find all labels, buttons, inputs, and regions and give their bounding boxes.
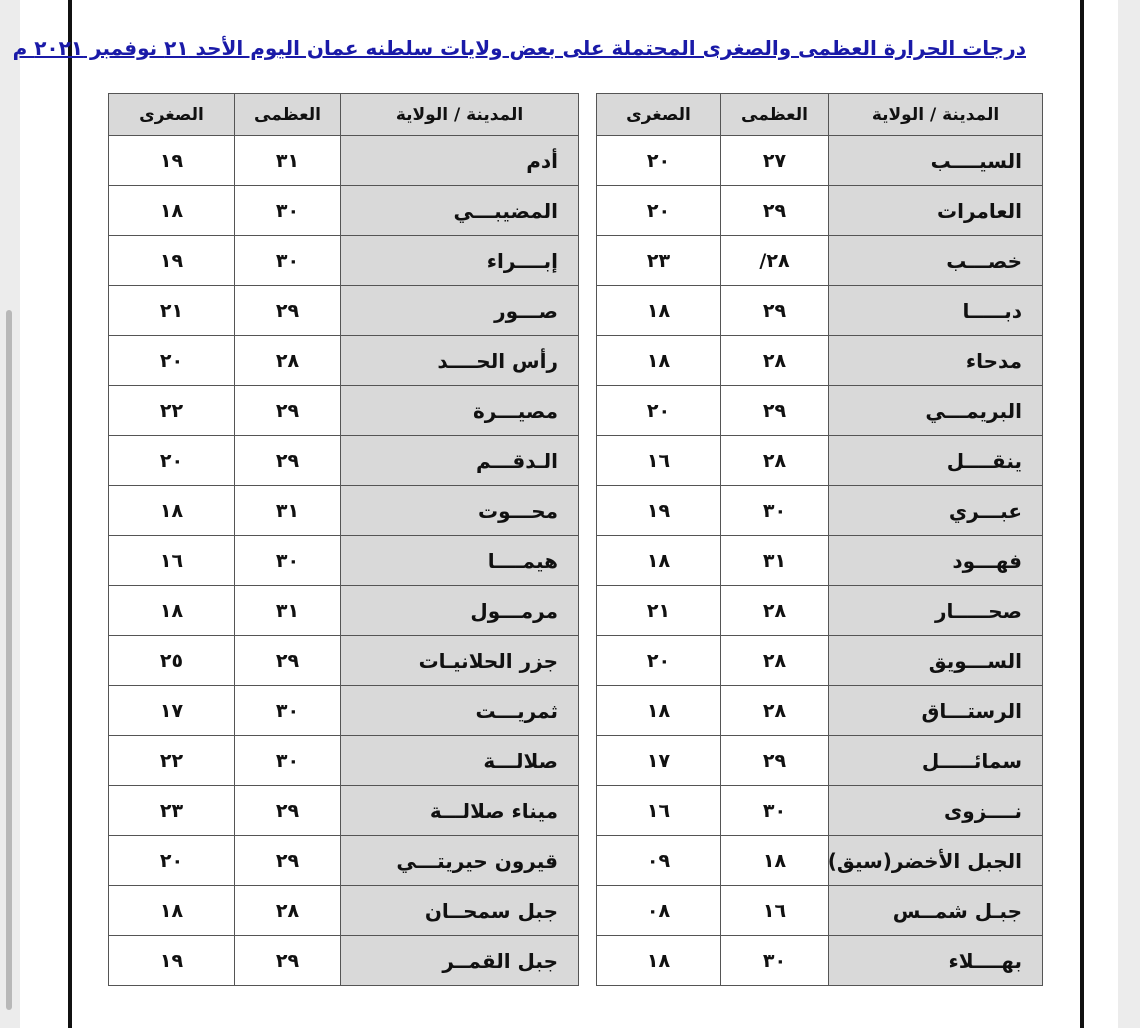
- city-cell: الســـويق: [829, 636, 1043, 686]
- min-temp-cell: ٠٨: [597, 886, 721, 936]
- min-temp-cell: ١٩: [109, 936, 235, 986]
- city-cell: مرمـــول: [341, 586, 579, 636]
- max-temp-cell: ٣١: [235, 586, 341, 636]
- city-cell: محـــوت: [341, 486, 579, 536]
- page-scrollbar[interactable]: [6, 310, 12, 1010]
- max-temp-cell: ٣٠: [235, 186, 341, 236]
- table-row: [597, 386, 1043, 436]
- city-cell: فهـــود: [829, 536, 1043, 586]
- table-row: [597, 436, 1043, 486]
- min-temp-cell: ٢٣: [109, 786, 235, 836]
- min-temp-cell: ٢٣: [597, 236, 721, 286]
- city-cell: صحـــــار: [829, 586, 1043, 636]
- city-cell: ثمريـــت: [341, 686, 579, 736]
- city-cell: صلالـــة: [341, 736, 579, 786]
- min-temp-cell: ١٨: [597, 936, 721, 986]
- min-temp-cell: ١٨: [109, 486, 235, 536]
- min-temp-cell: ١٨: [597, 336, 721, 386]
- min-temp-cell: ٢٠: [109, 436, 235, 486]
- max-temp-cell: ٢٨: [721, 686, 829, 736]
- city-cell: هيمــــا: [341, 536, 579, 586]
- max-temp-cell: ٣١: [721, 536, 829, 586]
- table-row: [597, 736, 1043, 786]
- table-row: [109, 686, 579, 736]
- table-row: [109, 586, 579, 636]
- min-temp-cell: ٢١: [597, 586, 721, 636]
- min-temp-cell: ١٧: [597, 736, 721, 786]
- max-temp-cell: ٢٨/: [721, 236, 829, 286]
- max-temp-cell: ٣١: [235, 136, 341, 186]
- table-row: [597, 786, 1043, 836]
- min-temp-cell: ١٩: [109, 236, 235, 286]
- city-cell: سمائـــــل: [829, 736, 1043, 786]
- header-min: الصغرى: [109, 94, 235, 136]
- table-row: [597, 636, 1043, 686]
- min-temp-cell: ٠٩: [597, 836, 721, 886]
- min-temp-cell: ٢٠: [597, 186, 721, 236]
- max-temp-cell: ١٨: [721, 836, 829, 886]
- max-temp-cell: ٢٩: [721, 736, 829, 786]
- table-row: [109, 886, 579, 936]
- max-temp-cell: ٢٧: [721, 136, 829, 186]
- city-cell: بهــــلاء: [829, 936, 1043, 986]
- max-temp-cell: ٢٨: [721, 436, 829, 486]
- table-row: [109, 936, 579, 986]
- min-temp-cell: ١٦: [597, 436, 721, 486]
- min-temp-cell: ١٨: [597, 536, 721, 586]
- min-temp-cell: ١٨: [597, 686, 721, 736]
- city-cell: صـــور: [341, 286, 579, 336]
- table-row: [597, 586, 1043, 636]
- max-temp-cell: ٢٩: [721, 386, 829, 436]
- header-min: الصغرى: [597, 94, 721, 136]
- city-cell: رأس الحــــد: [341, 336, 579, 386]
- temperature-table-right: [596, 93, 1043, 986]
- header-city: المدينة / الولاية: [829, 94, 1043, 136]
- min-temp-cell: ٢٠: [109, 836, 235, 886]
- max-temp-cell: ٢٨: [721, 636, 829, 686]
- city-cell: الرستـــاق: [829, 686, 1043, 736]
- header-max: العظمى: [235, 94, 341, 136]
- table-row: [109, 536, 579, 586]
- table-row: [597, 286, 1043, 336]
- city-cell: خصـــب: [829, 236, 1043, 286]
- table-row: [597, 486, 1043, 536]
- max-temp-cell: ٢٩: [235, 636, 341, 686]
- max-temp-cell: ٢٩: [721, 286, 829, 336]
- city-cell: جبل سمحــان: [341, 886, 579, 936]
- min-temp-cell: ١٨: [597, 286, 721, 336]
- city-cell: السيــــب: [829, 136, 1043, 186]
- table-row: [109, 736, 579, 786]
- city-cell: أدم: [341, 136, 579, 186]
- city-cell: إبــــراء: [341, 236, 579, 286]
- max-temp-cell: ١٦: [721, 886, 829, 936]
- min-temp-cell: ١٩: [109, 136, 235, 186]
- min-temp-cell: ٢١: [109, 286, 235, 336]
- min-temp-cell: ١٦: [109, 536, 235, 586]
- min-temp-cell: ٢٠: [597, 386, 721, 436]
- max-temp-cell: ٣٠: [235, 736, 341, 786]
- min-temp-cell: ١٧: [109, 686, 235, 736]
- max-temp-cell: ٣٠: [235, 536, 341, 586]
- city-cell: المضيبـــي: [341, 186, 579, 236]
- header-max: العظمى: [721, 94, 829, 136]
- max-temp-cell: ٢٩: [721, 186, 829, 236]
- table-row: [109, 436, 579, 486]
- table-row: [597, 336, 1043, 386]
- city-cell: مدحاء: [829, 336, 1043, 386]
- header-city: المدينة / الولاية: [341, 94, 579, 136]
- table-header-row: [597, 94, 1043, 136]
- max-temp-cell: ٣٠: [235, 686, 341, 736]
- min-temp-cell: ٢٠: [597, 136, 721, 186]
- city-cell: قيرون حيريتـــي: [341, 836, 579, 886]
- city-cell: جبل القمــر: [341, 936, 579, 986]
- max-temp-cell: ٢٩: [235, 836, 341, 886]
- city-cell: نــــزوى: [829, 786, 1043, 836]
- max-temp-cell: ٢٩: [235, 286, 341, 336]
- min-temp-cell: ٢٠: [109, 336, 235, 386]
- city-cell: العامرات: [829, 186, 1043, 236]
- city-cell: عبـــري: [829, 486, 1043, 536]
- city-cell: ميناء صلالـــة: [341, 786, 579, 836]
- city-cell: دبـــــا: [829, 286, 1043, 336]
- table-row: [597, 536, 1043, 586]
- city-cell: جزر الحلانيـات: [341, 636, 579, 686]
- temperature-table-left: [108, 93, 579, 986]
- min-temp-cell: ٢٥: [109, 636, 235, 686]
- max-temp-cell: ٢٩: [235, 386, 341, 436]
- min-temp-cell: ١٩: [597, 486, 721, 536]
- min-temp-cell: ٢٠: [597, 636, 721, 686]
- table-row: [109, 236, 579, 286]
- max-temp-cell: ٣٠: [235, 236, 341, 286]
- max-temp-cell: ٣٠: [721, 786, 829, 836]
- city-cell: الجبل الأخضر(سيق): [829, 836, 1043, 886]
- table-header-row: [109, 94, 579, 136]
- city-cell: جبـل شمــس: [829, 886, 1043, 936]
- max-temp-cell: ٢٩: [235, 786, 341, 836]
- max-temp-cell: ٢٨: [721, 586, 829, 636]
- city-cell: مصيـــرة: [341, 386, 579, 436]
- max-temp-cell: ٢٨: [235, 336, 341, 386]
- max-temp-cell: ٣٠: [721, 486, 829, 536]
- max-temp-cell: ٢٩: [235, 936, 341, 986]
- min-temp-cell: ١٨: [109, 886, 235, 936]
- min-temp-cell: ٢٢: [109, 386, 235, 436]
- min-temp-cell: ١٦: [597, 786, 721, 836]
- table-row: [109, 786, 579, 836]
- city-cell: البريمـــي: [829, 386, 1043, 436]
- min-temp-cell: ١٨: [109, 186, 235, 236]
- table-row: [597, 136, 1043, 186]
- table-row: [109, 136, 579, 186]
- min-temp-cell: ١٨: [109, 586, 235, 636]
- table-row: [597, 186, 1043, 236]
- table-row: [109, 836, 579, 886]
- min-temp-cell: ٢٢: [109, 736, 235, 786]
- table-row: [597, 836, 1043, 886]
- table-row: [597, 686, 1043, 736]
- max-temp-cell: ٢٨: [721, 336, 829, 386]
- table-row: [109, 186, 579, 236]
- table-row: [597, 886, 1043, 936]
- max-temp-cell: ٣٠: [721, 936, 829, 986]
- city-cell: ينقــــل: [829, 436, 1043, 486]
- max-temp-cell: ٢٨: [235, 886, 341, 936]
- document-title: درجات الحرارة العظمى والصغرى المحتملة على بعض ولايات سلطنه عمان اليوم الأحد ٢١ نوفمبر ٢٠٢١ م: [12, 36, 1026, 60]
- max-temp-cell: ٣١: [235, 486, 341, 536]
- table-row: [597, 936, 1043, 986]
- max-temp-cell: ٢٩: [235, 436, 341, 486]
- city-cell: الـدقـــم: [341, 436, 579, 486]
- table-row: [109, 336, 579, 386]
- table-row: [109, 386, 579, 436]
- table-row: [109, 486, 579, 536]
- table-row: [109, 636, 579, 686]
- table-row: [109, 286, 579, 336]
- table-row: [597, 236, 1043, 286]
